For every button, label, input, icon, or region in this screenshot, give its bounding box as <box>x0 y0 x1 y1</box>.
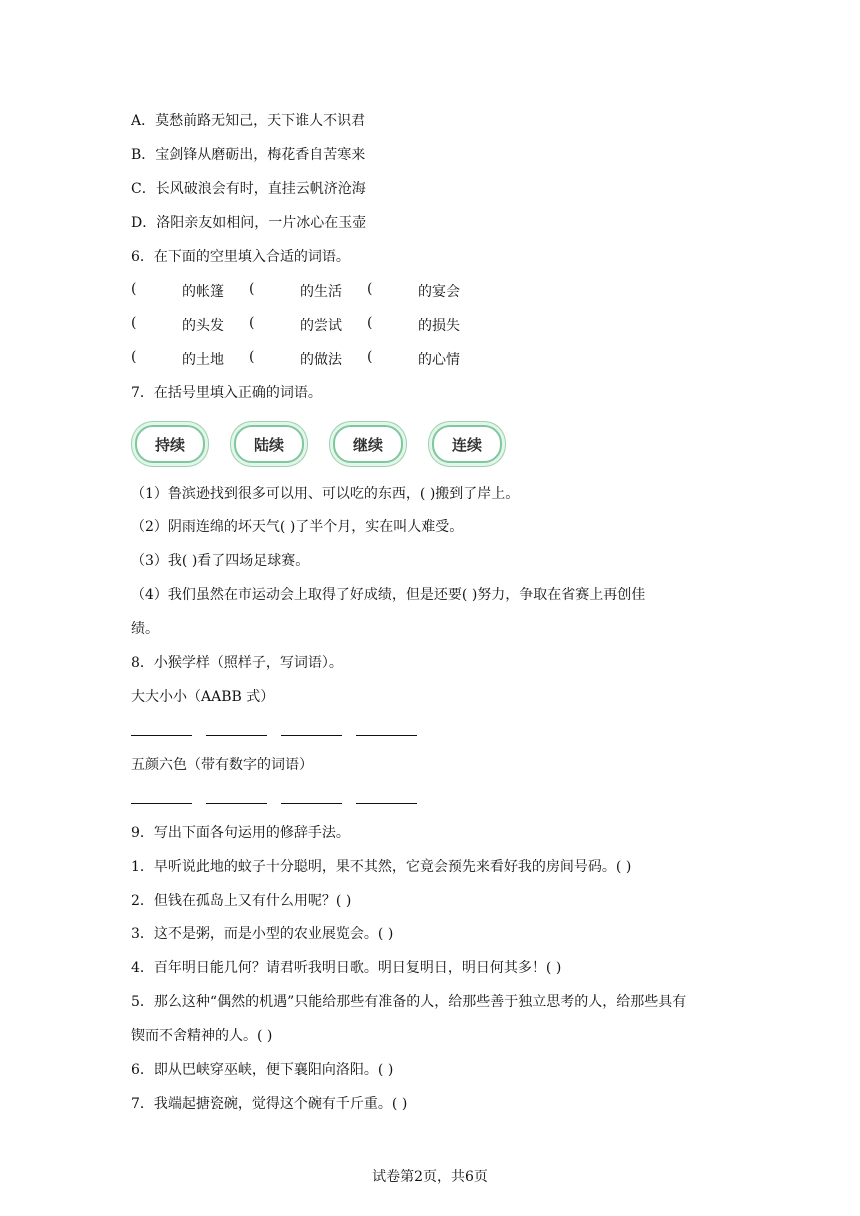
page-footer: 试卷第2页，共6页 <box>372 1169 488 1185</box>
q9-item-2: 2．但钱在孤岛上又有什么用呢？( ) <box>131 893 352 909</box>
answer-line[interactable] <box>131 803 192 804</box>
word-cloud-2: 陆续 <box>234 425 304 463</box>
q6-r2-c3: 的损失 <box>418 318 460 334</box>
q6-r2-c2: 的尝试 <box>300 318 342 334</box>
q7-item-4: （4）我们虽然在市运动会上取得了好成绩，但是还要( )努力，争取在省赛上再创佳 <box>131 587 646 603</box>
answer-line[interactable] <box>356 735 417 736</box>
q9-item-3: 3．这不是粥，而是小型的农业展览会。( ) <box>131 926 394 942</box>
q6-r1-c2: 的生活 <box>300 284 342 300</box>
question-6-title: 6．在下面的空里填入合适的词语。 <box>131 249 350 265</box>
q9-item-4: 4．百年明日能几何？请君听我明日歌。明日复明日，明日何其多！( ) <box>131 960 562 976</box>
option-c: C．长风破浪会有时，直挂云帆济沧海 <box>131 181 366 197</box>
q9-item-5: 5．那么这种“偶然的机遇”只能给那些有准备的人，给那些善于独立思考的人，给那些具有 <box>131 994 687 1010</box>
question-8-title: 8．小猴学样（照样子，写词语）。 <box>131 655 343 671</box>
question-7-title: 7．在括号里填入正确的词语。 <box>131 385 322 401</box>
q9-item-6: 6．即从巴峡穿巫峡，便下襄阳向洛阳。( ) <box>131 1062 394 1078</box>
q8-example-2: 五颜六色（带有数字的词语） <box>131 757 313 773</box>
q6-r2-c1: 的头发 <box>182 318 224 334</box>
answer-line[interactable] <box>356 803 417 804</box>
q7-item-3: （3）我( )看了四场足球赛。 <box>131 553 310 569</box>
q6-r3-c3: 的心情 <box>418 352 460 368</box>
q6-r3-c2: 的做法 <box>300 352 342 368</box>
answer-line[interactable] <box>206 803 267 804</box>
q9-item-1: 1．早听说此地的蚊子十分聪明，果不其然，它竟会预先来看好我的房间号码。( ) <box>131 859 632 875</box>
option-b: B．宝剑锋从磨砺出，梅花香自苦寒来 <box>131 147 366 163</box>
option-d: D．洛阳亲友如相问，一片冰心在玉壶 <box>131 215 367 231</box>
question-9-title: 9．写出下面各句运用的修辞手法。 <box>131 825 350 841</box>
q7-item-4-cont: 绩。 <box>131 621 159 637</box>
q7-item-2: （2）阴雨连绵的坏天气( )了半个月，实在叫人难受。 <box>131 519 464 535</box>
option-a: A．莫愁前路无知己，天下谁人不识君 <box>131 113 366 129</box>
answer-line[interactable] <box>131 735 192 736</box>
word-cloud-4: 连续 <box>432 425 502 463</box>
q6-r1-c3: 的宴会 <box>418 284 460 300</box>
q6-r1-c1: 的帐篷 <box>182 284 224 300</box>
q9-item-7: 7．我端起搪瓷碗，觉得这个碗有千斤重。( ) <box>131 1096 408 1112</box>
answer-line[interactable] <box>281 735 342 736</box>
answer-line[interactable] <box>281 803 342 804</box>
word-cloud-3: 继续 <box>333 425 403 463</box>
answer-line[interactable] <box>206 735 267 736</box>
word-cloud-1: 持续 <box>135 425 205 463</box>
q8-example-1: 大大小小（AABB 式） <box>131 689 275 705</box>
q6-r3-c1: 的土地 <box>182 352 224 368</box>
q7-item-1: （1）鲁滨逊找到很多可以用、可以吃的东西，( )搬到了岸上。 <box>131 486 520 502</box>
q9-item-5-cont: 锲而不舍精神的人。( ) <box>131 1028 273 1044</box>
